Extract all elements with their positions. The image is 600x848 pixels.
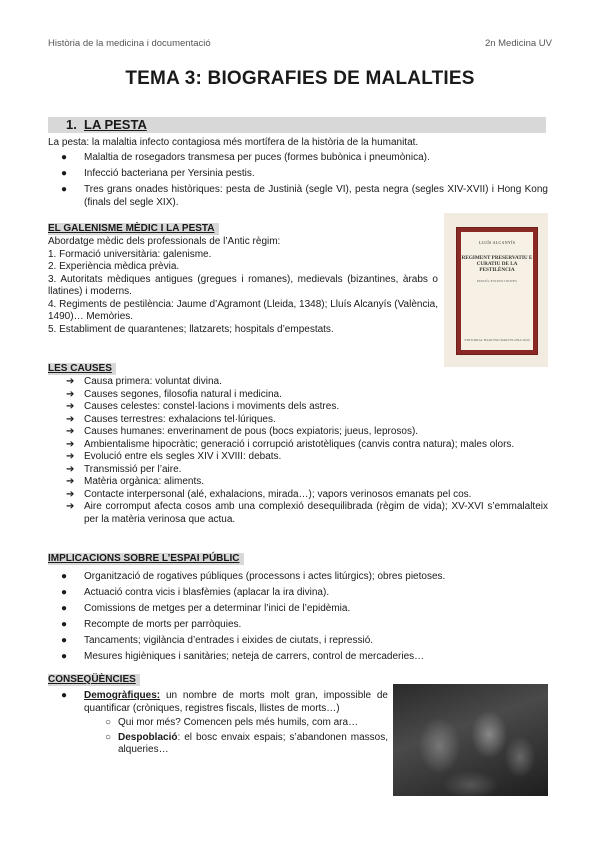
- arrow-icon: ➔: [66, 463, 75, 475]
- section-number: 1.: [66, 117, 77, 132]
- heading-implicacions: IMPLICACIONS SOBRE L’ESPAI PÚBLIC: [48, 553, 244, 565]
- list-item: ● Malaltia de rosegadors transmesa per puces (formes bubònica i pneumònica).: [61, 152, 430, 163]
- list-item: ➔ Causes humanes: enverinament de pous (bocs expiatoris; jueus, leprosos).: [66, 426, 419, 437]
- list-item: ● Recompte de morts per parròquies.: [61, 619, 242, 630]
- bullet-icon: ●: [61, 603, 68, 614]
- list-item: ● Infecció bacteriana per Yersinia pestis.: [61, 168, 255, 179]
- section-title: LA PESTA: [84, 117, 147, 132]
- bullet-icon: ●: [61, 184, 68, 195]
- book-publisher: EDITORIAL BARCINO BARCELONA 2020: [464, 337, 530, 342]
- bullet-icon: ●: [61, 635, 68, 646]
- causes-list: [48, 376, 548, 526]
- list-item: ➔ Ambientalisme hipocràtic; generació i corrupció aristotèliques (canvis contra natura); males olors.: [66, 438, 515, 450]
- arrow-icon: ➔: [66, 401, 75, 412]
- list-item: ➔ Causes terrestres: exhalacions tel·lúriques.: [66, 413, 276, 425]
- arrow-icon: ➔: [66, 501, 75, 512]
- section-heading-pesta: [48, 117, 546, 133]
- arrow-icon: ➔: [66, 413, 75, 425]
- list-item: ➔ Causes segones, filosofia natural i medicina.: [66, 388, 282, 400]
- book-author: LLUÍS ALCANYÍS: [478, 240, 516, 245]
- list-item: ➔ Transmissió per l’aire.: [66, 463, 182, 475]
- book-title: REGIMENT PRESERVATIU E CURATIU DE LA PESTILÈNCIA: [461, 255, 533, 273]
- plague-crowd-photo: [393, 684, 548, 796]
- list-item: ● Tres grans onades històriques: pesta de Justinià (segle VI), pesta negra (segles XIV-XVII) i Hong Kong (finals del segle XIX).: [61, 184, 548, 208]
- book-cover-image: [444, 213, 548, 367]
- bullet-icon: ●: [61, 690, 68, 701]
- arrow-icon: ➔: [66, 426, 75, 437]
- heading-causes: LES CAUSES: [48, 363, 116, 375]
- arrow-icon: ➔: [66, 438, 75, 450]
- list-item: ➔ Evolució entre els segles XIV i XVIII: debats.: [66, 451, 282, 462]
- bullet-icon: ●: [61, 571, 68, 582]
- page-title: TEMA 3: BIOGRAFIES DE MALALTIES: [125, 68, 475, 89]
- implicacions-list: [48, 570, 548, 666]
- bullet-icon: ●: [61, 168, 68, 179]
- list-item: ➔ Aire corromput afecta cosos amb una complexió desequilibrada (règim de vida); XV-XVI s’emmalalteix per la matèria verinosa que actua.: [66, 501, 548, 525]
- arrow-icon: ➔: [66, 388, 75, 400]
- bullet-icon: ●: [61, 651, 68, 662]
- header-course: Història de la medicina i documentació: [48, 38, 211, 49]
- header-year: 2n Medicina UV: [484, 38, 552, 49]
- galenisme-text: Abordatge mèdic dels professionals de l’Antic règim: 1. Formació universitària: galenisme. 2. Experiència mèdica prèvia. 3. Autoritats mèdiques antigues (gregues i romanes), medievals (bizantines, àrabs o llatines) i moderns. 4. Regiments de pestilència: Jaume d’Agramont (Lleida, 1348); Lluís Alcanyís (València, 1490)… Memòries. 5. Establiment de quarantenes; llatzarets; hospitals d’empestats.: [48, 236, 438, 335]
- bullet-icon: ●: [61, 152, 68, 163]
- pesta-intro: La pesta: la malaltia infecto contagiosa més mortífera de la història de la humanitat.: [48, 137, 419, 148]
- heading-consequencies: CONSEQÜÈNCIES: [48, 674, 140, 686]
- consequencies-list: [48, 690, 388, 757]
- list-item: ● Mesures higièniques i sanitàries; neteja de carrers, control de mercaderies…: [61, 651, 425, 662]
- circle-bullet-icon: ○: [105, 731, 112, 743]
- list-item: ● Demogràfiques: un nombre de morts molt gran, impossible de quantificar (cròniques, registres fiscals, llistes de morts…): [61, 690, 388, 714]
- list-item: ● Organització de rogatives públiques (processons i actes litúrgics); obres pietoses.: [61, 571, 446, 582]
- list-item: ● Tancaments; vigilància d’entrades i eixides de ciutats, i repressió.: [61, 635, 374, 646]
- pesta-bullet-list: [48, 151, 548, 212]
- book-subtitle: EDICIÓ, ESTUDI I NOTES: [476, 279, 518, 283]
- list-item: ➔ Matèria orgànica: aliments.: [66, 476, 205, 487]
- arrow-icon: ➔: [66, 376, 75, 387]
- list-item: ○ Despoblació: el bosc envaix espais; s’abandonen massos, alqueries…: [105, 731, 388, 755]
- list-item: ● Actuació contra vicis i blasfèmies (aplacar la ira divina).: [61, 587, 330, 598]
- arrow-icon: ➔: [66, 476, 75, 487]
- list-item: ● Comissions de metges per a determinar l’inici de l’epidèmia.: [61, 603, 351, 614]
- heading-galenisme: EL GALENISME MÈDIC I LA PESTA: [48, 223, 219, 235]
- bullet-icon: ●: [61, 587, 68, 598]
- demografiques-label: Demogràfiques:: [84, 690, 161, 701]
- circle-bullet-icon: ○: [105, 717, 112, 728]
- book-title-page: [461, 232, 533, 350]
- arrow-icon: ➔: [66, 488, 75, 500]
- list-item: ➔ Causes celestes: constel·lacions i moviments dels astres.: [66, 401, 340, 412]
- arrow-icon: ➔: [66, 451, 75, 462]
- list-item: ➔ Causa primera: voluntat divina.: [66, 376, 222, 387]
- list-item: ○ Qui mor més? Comencen pels més humils, com ara…: [105, 717, 359, 728]
- list-item: ➔ Contacte interpersonal (alé, exhalacions, mirada…); vapors verinosos emanats pel cos.: [66, 488, 472, 500]
- book-cover: [456, 227, 538, 355]
- bullet-icon: ●: [61, 619, 68, 630]
- despoblacio-label: Despoblació: [118, 731, 178, 743]
